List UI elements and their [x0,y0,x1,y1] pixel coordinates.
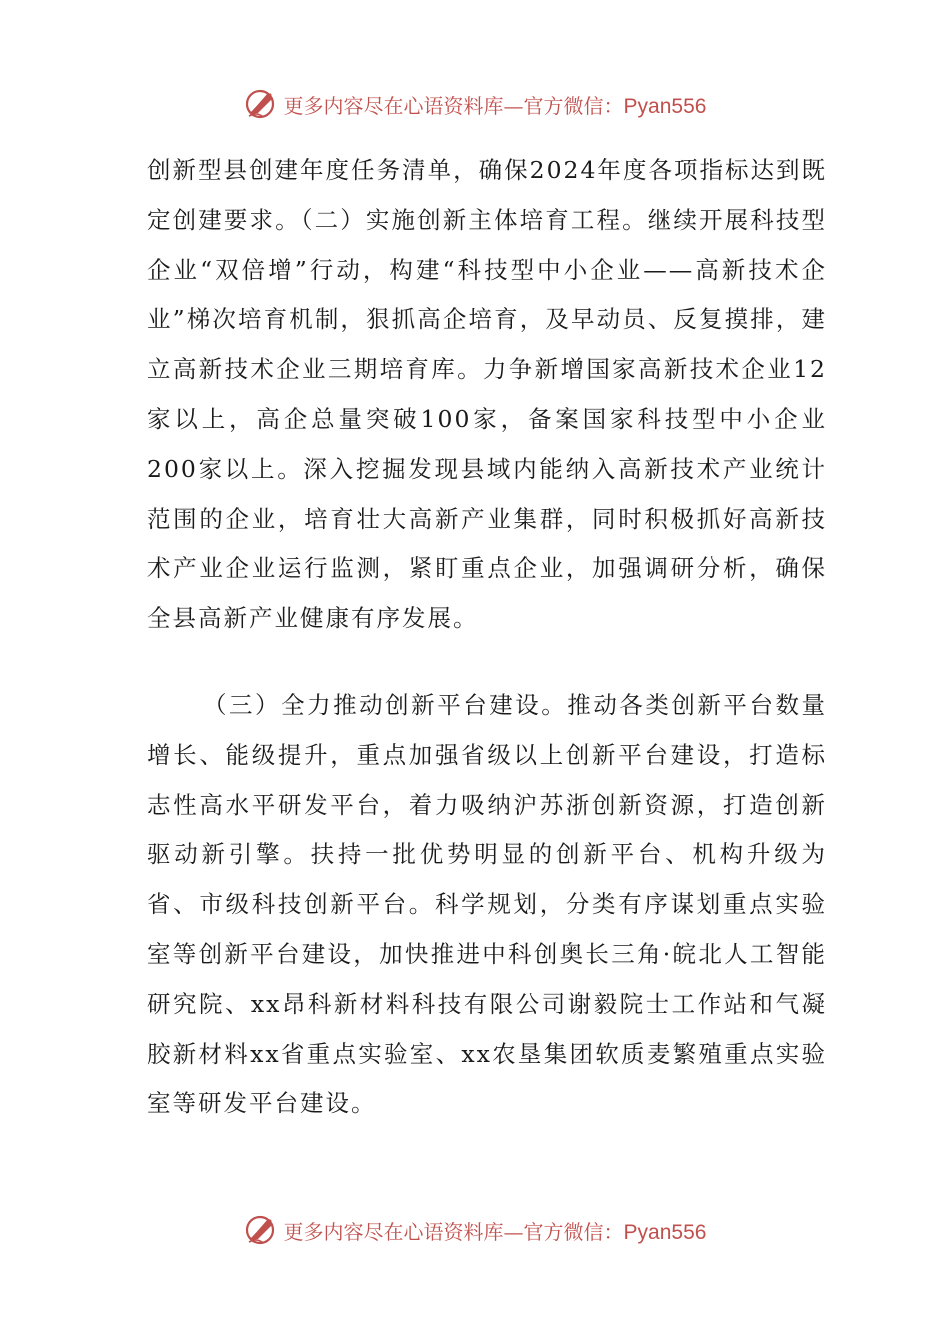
pen-seal-logo-icon [244,87,278,121]
banner-text-main: 更多内容尽在心语资料库—官方微信： [283,93,624,118]
footer-banner [0,1210,950,1250]
paragraph-2: （三）全力推动创新平台建设。推动各类创新平台数量增长、能级提升，重点加强省级以上创新平台建设，打造标志性高水平研发平台，着力吸纳沪苏浙创新资源，打造创新驱动新引擎。扶持一批优势明显的创新平台、机构升级为省、市级科技创新平台。科学规划，分类有序谋划重点实验室等创新平台建设，加快推进中科创奥长三角·皖北人工智能研究院、xx昂科新材料科技有限公司谢毅院士工作站和气凝胶新材料xx省重点实验室、xx农垦集团软质麦繁殖重点实验室等研发平台建设。 [147,690,827,1118]
banner-text-main: 更多内容尽在心语资料库—官方微信： [283,1219,624,1244]
banner-text [284,1216,707,1245]
banner-wechat-id: Pyan556 [623,94,707,118]
banner-wechat-id: Pyan556 [623,1220,707,1244]
header-banner [0,84,950,124]
document-body [147,146,827,1129]
banner-text [284,90,707,119]
paragraph-1: 创新型县创建年度任务清单，确保2024年度各项指标达到既定创建要求。（二）实施创新主体培育工程。继续开展科技型企业“双倍增”行动，构建“科技型中小企业——高新技术企业”梯次培育机制，狠抓高企培育，及早动员、反复摸排，建立高新技术企业三期培育库。力争新增国家高新技术企业12家以上，高企总量突破100家，备案国家科技型中小企业200家以上。深入挖掘发现县域内能纳入高新技术产业统计范围的企业，培育壮大高新产业集群，同时积极抓好高新技术产业企业运行监测，紧盯重点企业，加强调研分析，确保全县高新产业健康有序发展。 [147,156,827,633]
pen-seal-logo-icon [244,1213,278,1247]
